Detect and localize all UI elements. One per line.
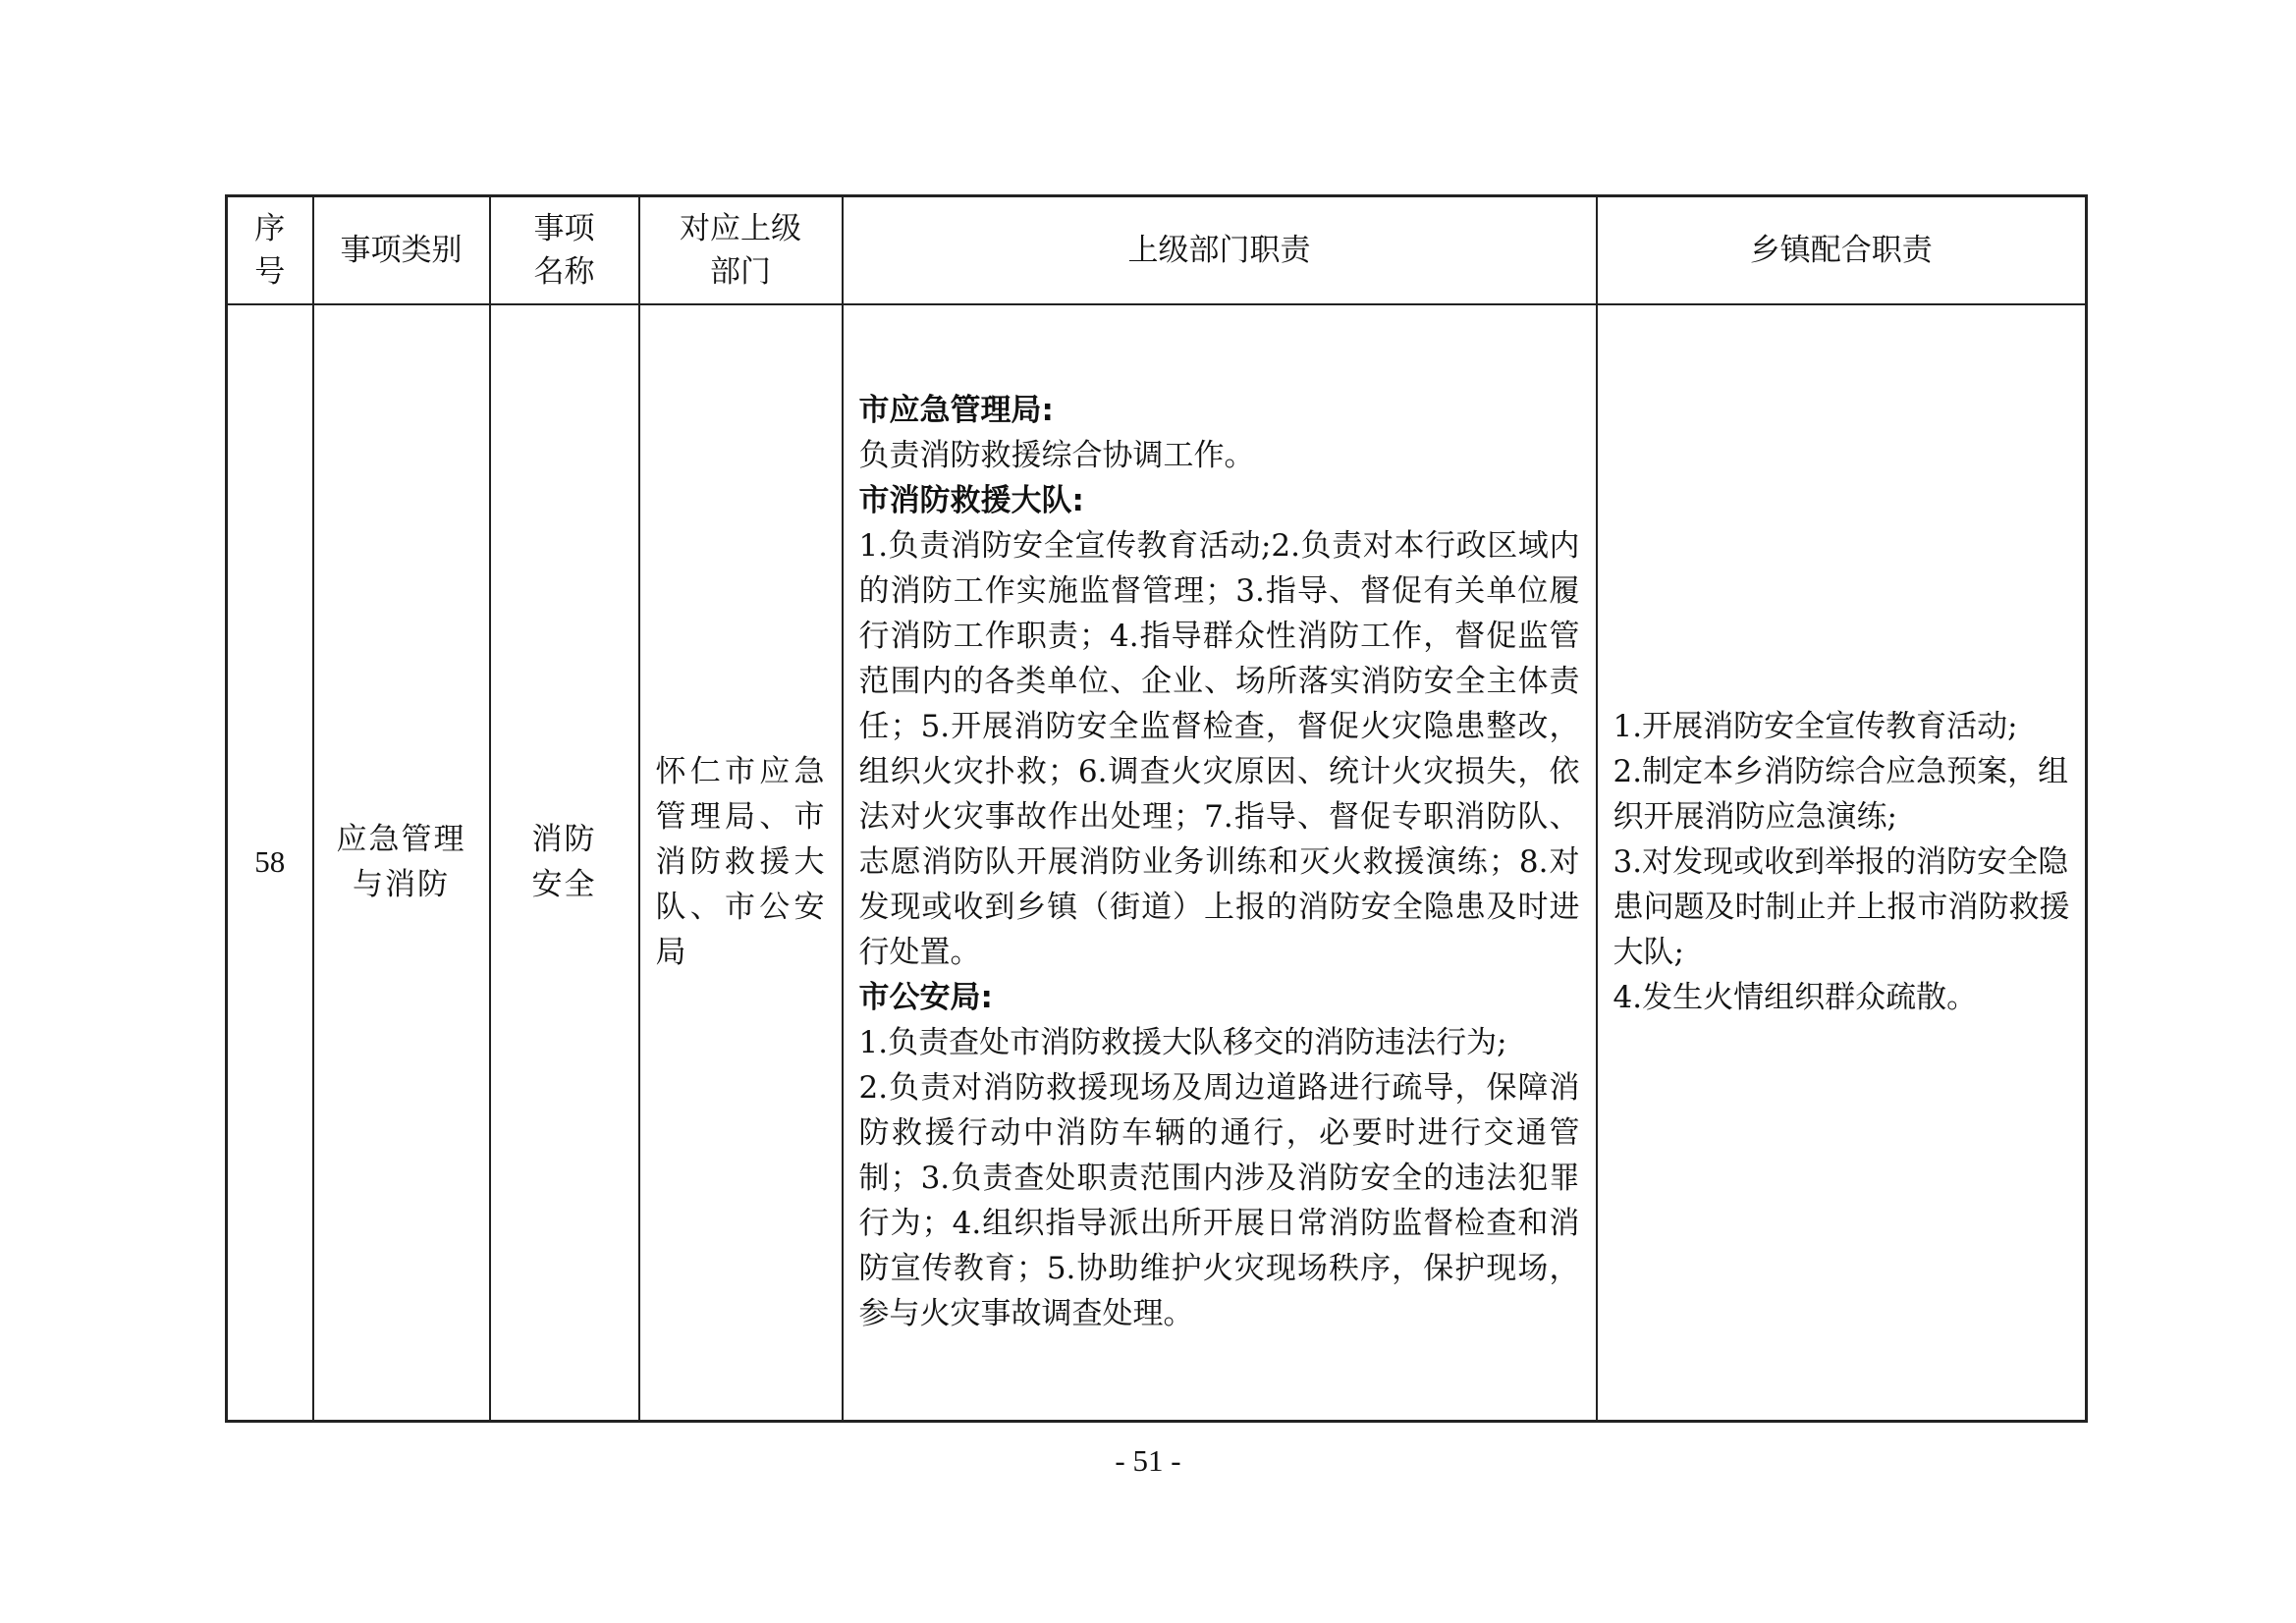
duty-heading-public-security: 市公安局:	[858, 980, 993, 1016]
page-number: - 51 -	[1115, 1443, 1181, 1478]
duty-text-fire-rescue: 1.负责消防安全宣传教育活动;2.负责对本行政区域内的消防工作实施监督管理；3.指导、督促有关单位履行消防工作职责；4.指导群众性消防工作，督促监管范围内的各类单位、企业、场所落实消防安全主体责任；5.开展消防安全监督检查，督促火灾隐患整改，组织火灾扑救；6.调查火灾原因、统计火灾损失，依法对火灾事故作出处理；7.指导、督促专职消防队、志愿消防队开展消防业务训练和灭火救援演练；8.对发现或收到乡镇（街道）上报的消防安全隐患及时进行处置。	[858, 528, 1580, 971]
header-item-name-line-1: 事项	[533, 210, 595, 246]
cell-category-text: 应急管理与消防	[336, 822, 466, 903]
header-upper-duties: 上级部门职责	[843, 196, 1597, 304]
header-item-name	[490, 196, 639, 304]
cell-upper-dept: 怀仁市应急管理局、市消防救援大队、市公安局	[639, 304, 843, 1422]
town-duty-1: 1.开展消防安全宣传教育活动;	[1613, 709, 2018, 745]
duty-section-fire-rescue	[859, 478, 1580, 975]
town-duty-2: 2.制定本乡消防综合应急预案，组织开展消防应急演练;	[1613, 754, 2069, 836]
table-row	[227, 304, 2087, 1422]
cell-category	[313, 304, 490, 1422]
town-duty-3: 3.对发现或收到举报的消防安全隐患问题及时制止并上报市消防救援大队;	[1613, 844, 2070, 971]
cell-item-name-text: 消防安全	[531, 822, 597, 903]
duty-section-public-security	[859, 975, 1580, 1336]
header-index-line-1: 序	[254, 210, 286, 246]
duty-text-emergency: 负责消防救援综合协调工作。	[858, 438, 1255, 474]
cell-index: 58	[227, 304, 313, 1422]
cell-town-duties	[1597, 304, 2087, 1422]
header-index-line-2: 号	[254, 253, 286, 290]
duty-section-emergency	[859, 388, 1580, 478]
duty-heading-emergency: 市应急管理局:	[858, 393, 1054, 429]
header-upper-dept-line-2: 部门	[710, 253, 771, 290]
duty-heading-fire-rescue: 市消防救援大队:	[858, 483, 1084, 519]
header-item-name-line-2: 名称	[533, 253, 595, 290]
header-upper-dept-line-1: 对应上级	[680, 210, 801, 246]
cell-item-name	[490, 304, 639, 1422]
header-town-duties: 乡镇配合职责	[1597, 196, 2087, 304]
duty-text-public-security-2: 2.负责对消防救援现场及周边道路进行疏导，保障消防救援行动中消防车辆的通行，必要时进行交通管制；3.负责查处职责范围内涉及消防安全的违法犯罪行为；4.组织指导派出所开展日常消防监督检查和消防宣传教育；5.协助维护火灾现场秩序，保护现场，参与火灾事故调查处理。	[858, 1070, 1580, 1332]
town-duty-4: 4.发生火情组织群众疏散。	[1613, 980, 1978, 1016]
duty-text-public-security-1: 1.负责查处市消防救援大队移交的消防违法行为;	[858, 1025, 1507, 1061]
header-category: 事项类别	[313, 196, 490, 304]
cell-upper-duties	[843, 304, 1597, 1422]
header-index	[227, 196, 313, 304]
table-header-row	[227, 196, 2087, 304]
header-upper-dept	[639, 196, 843, 304]
duties-table	[225, 194, 2088, 1423]
